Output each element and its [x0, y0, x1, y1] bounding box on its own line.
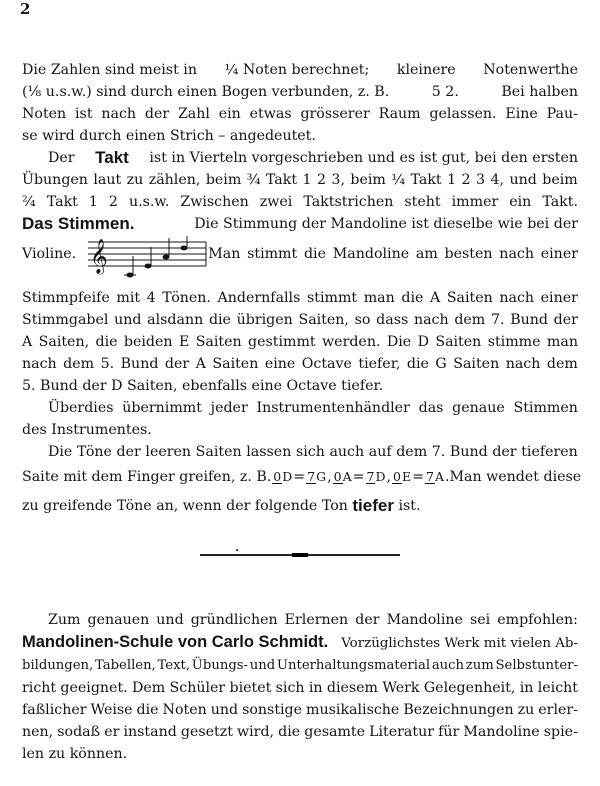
p2-line-3 — [22, 192, 578, 212]
word: auch — [431, 658, 465, 673]
word: 2 — [108, 194, 118, 210]
word: zum — [465, 658, 494, 673]
fingering-example-3: 0E= 7A. — [393, 469, 450, 485]
word: werden. — [322, 334, 381, 350]
word: dem — [546, 356, 578, 372]
ad-line-5 — [22, 700, 578, 720]
word: Die — [48, 444, 73, 460]
ad-line-6 — [22, 722, 578, 742]
text: Man wendet diese — [449, 469, 582, 485]
text: Violine. — [22, 246, 77, 262]
note-a — [163, 255, 170, 260]
word: Stimmen — [513, 400, 578, 416]
word: Übungen — [22, 172, 88, 188]
word: 3 — [476, 172, 486, 188]
word: einer — [540, 290, 578, 306]
word: Bund — [449, 444, 488, 460]
word: Zwischen — [180, 194, 249, 210]
denominator: E — [401, 469, 412, 484]
p1-line-4: se wird durch einen Strich – angedeutet. — [22, 128, 316, 144]
denominator: G — [316, 469, 327, 484]
word: nach — [505, 356, 541, 372]
word: Saiten — [446, 290, 493, 306]
text: Die Stimmung der Mandoline ist dieselbe wie bei der — [194, 216, 578, 232]
word: ist — [75, 106, 93, 122]
word: die — [401, 290, 424, 306]
word: 2 — [461, 172, 471, 188]
word: 5. — [100, 356, 115, 372]
word: nach — [22, 356, 57, 372]
p3-line-3 — [22, 288, 578, 308]
word: G — [435, 356, 447, 372]
numerator: 0 — [393, 469, 401, 484]
word: dem — [396, 444, 428, 460]
note-d — [145, 264, 152, 269]
note-e — [181, 246, 188, 251]
p5-line-1 — [48, 442, 578, 462]
word: die — [208, 312, 231, 328]
word: jeder — [210, 400, 248, 416]
word: erler- — [538, 702, 578, 718]
word: Saiten, — [38, 334, 90, 350]
word: u.s.w. — [128, 194, 170, 210]
word: und — [249, 658, 276, 673]
word: nach — [413, 312, 449, 328]
word: A — [22, 334, 33, 350]
word: sich — [295, 444, 325, 460]
word: D — [417, 334, 429, 350]
word: beim — [542, 172, 578, 188]
note-g — [127, 273, 134, 278]
word: alsdann — [147, 312, 204, 328]
numerator: 7 — [366, 469, 375, 484]
bold-term: tiefer — [352, 496, 394, 515]
text: Man stimmt die Mandoline am besten nach einer — [208, 246, 578, 262]
numerator: 0 — [333, 469, 342, 484]
word: leicht — [537, 680, 578, 696]
word: der — [144, 106, 170, 122]
p3-line-1 — [22, 214, 578, 234]
word: ein — [509, 194, 532, 210]
denominator: D — [282, 469, 293, 484]
word: genaue — [452, 400, 505, 416]
word: Pau- — [546, 106, 578, 122]
word: Die — [386, 334, 412, 350]
word: 1 — [447, 172, 457, 188]
ad-line-2 — [22, 632, 578, 654]
separator-center-mark — [292, 553, 308, 557]
fraction — [272, 470, 292, 484]
word: stimme — [487, 334, 541, 350]
word: man — [363, 290, 395, 306]
treble-clef-icon: 𝄞 — [90, 239, 108, 274]
word: Stimmgabel — [22, 312, 109, 328]
word: Noten — [22, 106, 67, 122]
word: das — [418, 400, 444, 416]
word: laut — [93, 172, 122, 188]
text: zu greifende Töne an, wenn der folgende Ton — [22, 498, 348, 514]
word: Bund — [510, 312, 548, 328]
p1-line-2 — [22, 82, 578, 102]
word: und — [114, 312, 142, 328]
numerator: 0 — [273, 469, 282, 484]
word: richt — [22, 680, 57, 696]
word: ²⁄₄ — [22, 194, 36, 210]
word: Überdies — [48, 400, 114, 416]
ad-line-4 — [22, 678, 578, 698]
fingering-example-1: 0D= 7G, — [273, 469, 332, 485]
word: dem — [454, 312, 486, 328]
ad-line-7: len zu können. — [22, 746, 128, 762]
word: in — [308, 680, 323, 696]
bold-term: Takt — [95, 148, 129, 167]
word: geeignet. — [60, 680, 128, 696]
p3-line-7: 5. Bund der D Saiten, ebenfalls eine Octave tiefer. — [22, 378, 384, 394]
word: Tönen. — [162, 290, 211, 306]
word: Zum — [48, 612, 81, 628]
word: nach — [499, 290, 535, 306]
word: A — [195, 356, 206, 372]
word: ¾ — [246, 172, 261, 188]
word: Erlernen — [284, 612, 349, 628]
word: 7. — [431, 444, 446, 460]
text: Die Zahlen sind meist in — [22, 62, 197, 78]
word: übrigen — [236, 312, 293, 328]
word: Unterhaltungsmaterial — [276, 658, 431, 673]
word: Selbstunter- — [495, 658, 578, 673]
word: tieferen — [521, 444, 578, 460]
ad-line-3 — [22, 656, 578, 676]
word: wird, — [237, 724, 275, 740]
word: etwas — [249, 106, 292, 122]
word: zählen, — [148, 172, 201, 188]
text: Saite mit dem Finger greifen, z. B. — [22, 469, 272, 485]
word: mit — [116, 290, 141, 306]
word: der — [492, 444, 517, 460]
word: leeren — [145, 444, 192, 460]
word: Zahl — [177, 106, 210, 122]
word: Dem — [131, 680, 166, 696]
word: Saiten — [212, 356, 259, 372]
word: die — [278, 724, 301, 740]
word: 3, — [331, 172, 345, 188]
word: diesem — [326, 680, 379, 696]
page-number: 2 — [20, 0, 31, 18]
word: auch — [329, 444, 365, 460]
word: der — [553, 312, 578, 328]
word: der — [116, 444, 141, 460]
word: übernimmt — [122, 400, 202, 416]
word: der — [164, 356, 190, 372]
word: die — [406, 356, 429, 372]
word: man — [546, 334, 578, 350]
word: E — [178, 334, 190, 350]
word: sei — [469, 612, 491, 628]
fingering-example-2: 0A= 7D, — [333, 469, 392, 485]
word: Gelegenheit, — [423, 680, 516, 696]
p3-line-4 — [22, 310, 578, 330]
word: und — [509, 172, 537, 188]
p4-line-1 — [48, 398, 578, 418]
word: Taktstrichen — [303, 194, 394, 210]
word: Takt — [46, 194, 78, 210]
word: bildungen, — [22, 658, 94, 673]
word: Bezeichnungen — [403, 702, 514, 718]
word: gesamte — [304, 724, 366, 740]
numerator: 7 — [425, 469, 434, 484]
word: in — [519, 680, 534, 696]
p3-line-5 — [22, 332, 578, 352]
p2-line-1 — [48, 148, 578, 168]
fraction — [425, 470, 444, 484]
word: Werk — [382, 680, 420, 696]
word: faßlicher — [22, 702, 87, 718]
word: Tabellen, — [94, 658, 156, 673]
book-title: Mandolinen-Schule von Carlo Schmidt. — [22, 633, 329, 651]
word: Schüler — [169, 680, 226, 696]
p3-line-6 — [22, 354, 578, 374]
text: Notenwerthe — [483, 62, 578, 78]
word: Übungs- — [191, 658, 248, 673]
word: nen, — [22, 724, 54, 740]
fraction — [392, 470, 411, 484]
word: stimmt — [306, 290, 358, 306]
word: für — [438, 724, 460, 740]
word: zu — [126, 172, 144, 188]
word: grösserer — [300, 106, 370, 122]
word: Eine — [505, 106, 538, 122]
word: Töne — [76, 444, 112, 460]
text: Der — [48, 150, 75, 166]
word: gesetzt — [180, 724, 233, 740]
word: musikalische — [306, 702, 400, 718]
fraction — [366, 470, 386, 484]
separator-rule — [200, 554, 400, 556]
word: Noten — [162, 702, 207, 718]
word: gestimmt — [248, 334, 316, 350]
word: eine — [264, 356, 296, 372]
p4-line-2: des Instrumentes. — [22, 422, 152, 438]
word: 1 — [302, 172, 312, 188]
word: 2 — [316, 172, 326, 188]
word: instand — [123, 724, 177, 740]
word: spie- — [543, 724, 578, 740]
word: 4, — [490, 172, 505, 188]
text: ist. — [398, 498, 421, 514]
word: der — [355, 612, 380, 628]
text: kleinere — [396, 62, 456, 78]
word: die — [95, 334, 118, 350]
word: Saiten — [195, 334, 242, 350]
word: A — [429, 290, 441, 306]
word: Mandoline — [386, 612, 463, 628]
p2-line-2 — [22, 170, 578, 190]
word: auf — [368, 444, 392, 460]
word: genauen — [87, 612, 150, 628]
word: Takt. — [542, 194, 578, 210]
word: Text, — [157, 658, 191, 673]
word: Saiten — [453, 356, 500, 372]
word: Weise — [90, 702, 133, 718]
word: ein — [218, 106, 241, 122]
p5-line-2 — [22, 464, 582, 490]
text: (⅛ u.s.w.) sind durch einen Bogen verbunden, z. B. — [22, 84, 390, 100]
word: so — [354, 312, 371, 328]
word: dem — [63, 356, 95, 372]
section-heading: Das Stimmen. — [22, 214, 135, 233]
word: Takt — [265, 172, 298, 188]
word: Mandoline — [463, 724, 540, 740]
word: beim — [350, 172, 386, 188]
text: ist in Vierteln vorgeschrieben und es ist gut, bei den ersten — [149, 150, 578, 166]
word: 1 — [88, 194, 98, 210]
text: Bei halben — [501, 84, 578, 100]
denominator: A — [342, 469, 352, 484]
word: bietet — [229, 680, 272, 696]
word: empfohlen: — [497, 612, 578, 628]
word: Saiten — [195, 444, 242, 460]
word: nach — [101, 106, 137, 122]
word: Saiten — [435, 334, 482, 350]
word: Octave — [301, 356, 352, 372]
word: steht — [404, 194, 441, 210]
word: zu — [517, 702, 535, 718]
word: Raum — [378, 106, 421, 122]
word: gründlichen — [190, 612, 278, 628]
p5-line-3 — [22, 496, 578, 516]
p1-line-1 — [22, 60, 578, 80]
word: ¼ — [391, 172, 406, 188]
word: zwei — [259, 194, 293, 210]
word: beiden — [123, 334, 173, 350]
text: ¼ Noten berechnet; — [224, 62, 370, 78]
word: dass — [376, 312, 409, 328]
word: Andernfalls — [217, 290, 301, 306]
word: Saiten, — [298, 312, 349, 328]
word: beim — [205, 172, 242, 188]
word: gelassen. — [429, 106, 497, 122]
word: sonstige — [242, 702, 303, 718]
p1-line-3 — [22, 104, 578, 124]
word: tiefer, — [358, 356, 401, 372]
word: lassen — [246, 444, 292, 460]
violin-tuning-staff — [88, 236, 208, 280]
fraction — [306, 470, 326, 484]
word: immer — [451, 194, 499, 210]
word: sodaß — [57, 724, 101, 740]
text: Vorzüglichstes Werk mit vielen Ab- — [341, 636, 578, 651]
word: 4 — [146, 290, 156, 306]
word: Stimmpfeife — [22, 290, 110, 306]
numerator: 7 — [307, 469, 316, 484]
denominator: D — [375, 469, 386, 484]
word: er — [104, 724, 120, 740]
word: die — [136, 702, 159, 718]
text — [208, 244, 578, 264]
word: Takt — [410, 172, 442, 188]
word: sich — [275, 680, 305, 696]
ad-line-1 — [48, 610, 578, 630]
word: und — [210, 702, 239, 718]
word: Instrumentenhändler — [256, 400, 410, 416]
word: 7. — [490, 312, 505, 328]
separator-dot — [236, 549, 238, 551]
word: und — [156, 612, 184, 628]
fraction — [333, 470, 352, 484]
word: Literatur — [369, 724, 435, 740]
text: 5 2. — [431, 84, 459, 100]
word: Bund — [120, 356, 159, 372]
denominator: A — [434, 469, 444, 484]
